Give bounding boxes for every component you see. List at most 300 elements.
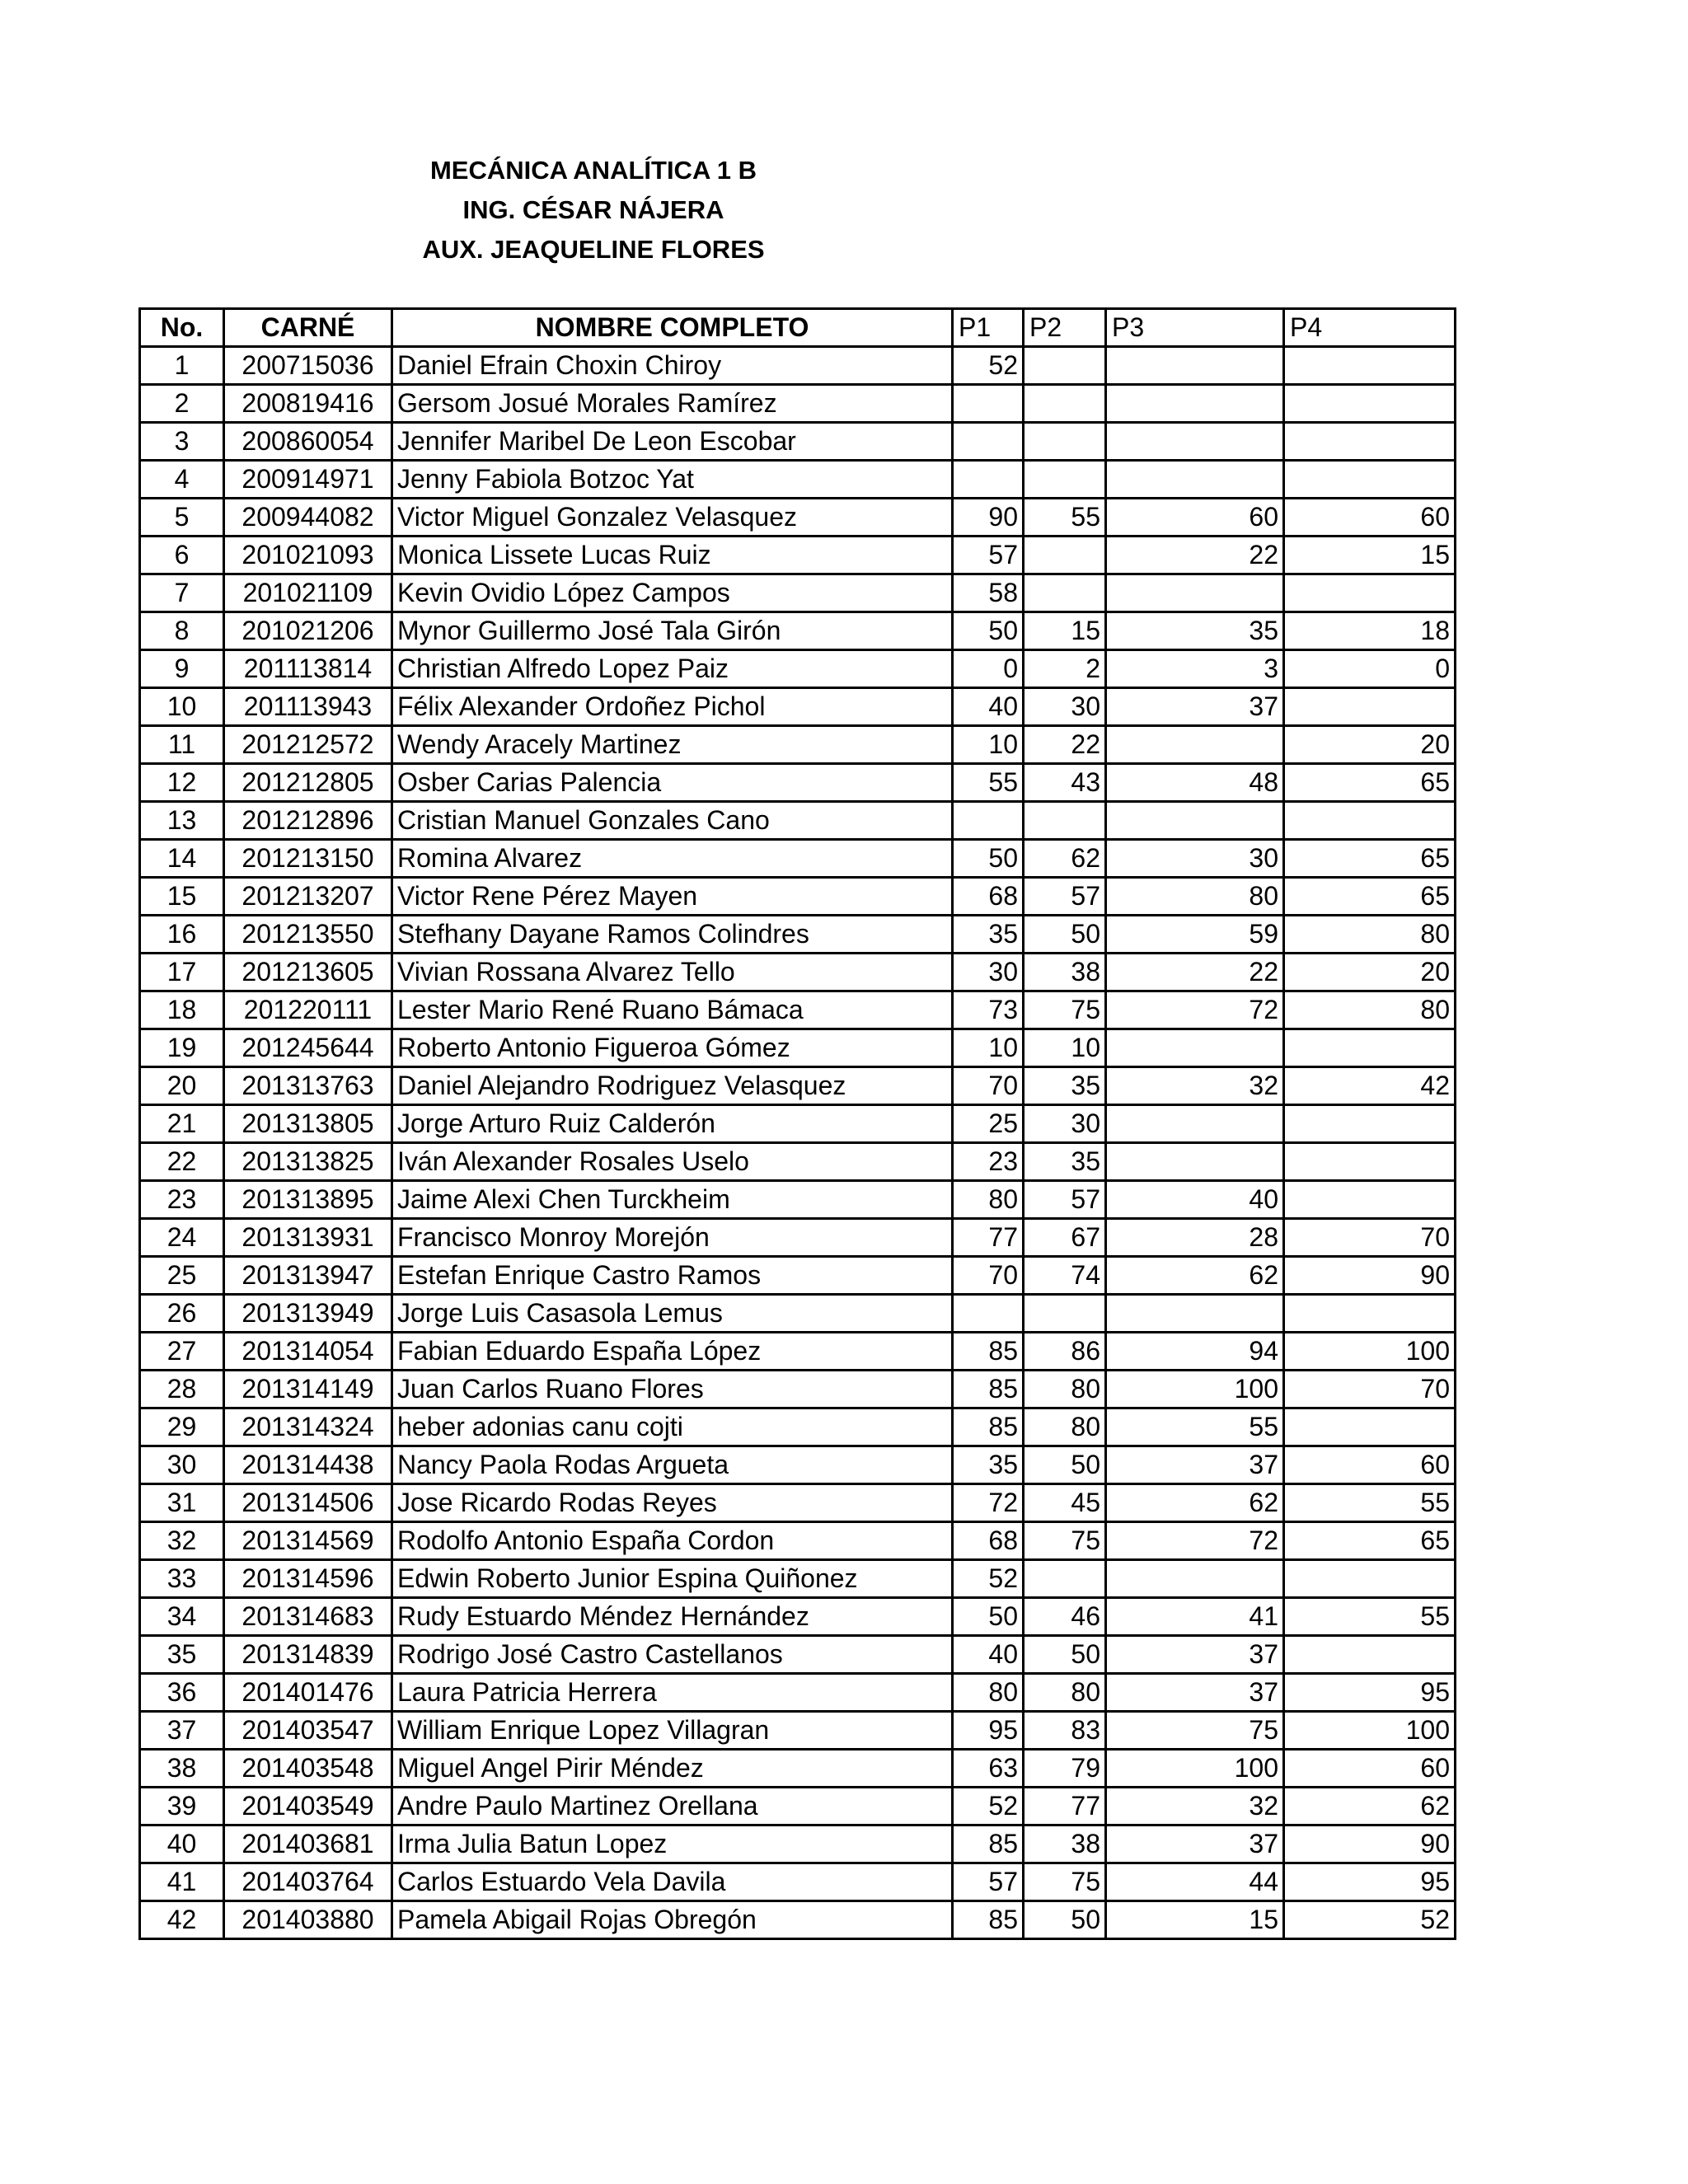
- course-title: MECÁNICA ANALÍTICA 1 B: [429, 156, 757, 185]
- student-name: Stefhany Dayane Ramos Colindres: [392, 916, 953, 954]
- carne-cell: 201313949: [224, 1295, 392, 1333]
- row-number: 27: [140, 1333, 224, 1371]
- table-row: [140, 1484, 1456, 1522]
- carne-cell: 201113943: [224, 688, 392, 726]
- p3-score: 59: [1106, 916, 1284, 954]
- row-number: 5: [140, 499, 224, 537]
- p2-score: 75: [1024, 1522, 1106, 1560]
- table-row: [140, 840, 1456, 878]
- table-row: [140, 991, 1456, 1029]
- student-name: Andre Paulo Martinez Orellana: [392, 1788, 953, 1825]
- p1-score: 85: [953, 1333, 1024, 1371]
- student-name: Daniel Alejandro Rodriguez Velasquez: [392, 1067, 953, 1105]
- row-number: 25: [140, 1257, 224, 1295]
- p1-score: 85: [953, 1371, 1024, 1408]
- p2-score: [1024, 423, 1106, 461]
- p1-score: [953, 423, 1024, 461]
- p2-score: 50: [1024, 916, 1106, 954]
- row-number: 4: [140, 461, 224, 499]
- p4-score: 20: [1284, 954, 1456, 991]
- table-row: [140, 461, 1456, 499]
- column-header-p4: P4: [1284, 309, 1456, 347]
- p1-score: 0: [953, 650, 1024, 688]
- p1-score: 40: [953, 1636, 1024, 1674]
- table-row: [140, 1560, 1456, 1598]
- p4-score: 55: [1284, 1484, 1456, 1522]
- carne-cell: 201403548: [224, 1750, 392, 1788]
- p1-score: 58: [953, 574, 1024, 612]
- p1-score: 70: [953, 1067, 1024, 1105]
- column-header-no: No.: [140, 309, 224, 347]
- p4-score: [1284, 423, 1456, 461]
- p2-score: 35: [1024, 1143, 1106, 1181]
- p3-score: 100: [1106, 1750, 1284, 1788]
- p4-score: 60: [1284, 1750, 1456, 1788]
- row-number: 40: [140, 1825, 224, 1863]
- carne-cell: 201113814: [224, 650, 392, 688]
- student-name: Jennifer Maribel De Leon Escobar: [392, 423, 953, 461]
- student-name: Rodolfo Antonio España Cordon: [392, 1522, 953, 1560]
- carne-cell: 201245644: [224, 1029, 392, 1067]
- table-row: [140, 1295, 1456, 1333]
- table-row: [140, 650, 1456, 688]
- p4-score: 65: [1284, 764, 1456, 802]
- p2-score: 83: [1024, 1712, 1106, 1750]
- table-row: [140, 499, 1456, 537]
- row-number: 6: [140, 537, 224, 574]
- carne-cell: 201314839: [224, 1636, 392, 1674]
- p3-score: 35: [1106, 612, 1284, 650]
- p2-score: 80: [1024, 1371, 1106, 1408]
- p4-score: 0: [1284, 650, 1456, 688]
- p1-score: 68: [953, 1522, 1024, 1560]
- student-name: Jorge Arturo Ruiz Calderón: [392, 1105, 953, 1143]
- student-name: Rudy Estuardo Méndez Hernández: [392, 1598, 953, 1636]
- row-number: 28: [140, 1371, 224, 1408]
- p1-score: 63: [953, 1750, 1024, 1788]
- row-number: 19: [140, 1029, 224, 1067]
- p1-score: 50: [953, 840, 1024, 878]
- p4-score: 65: [1284, 878, 1456, 916]
- row-number: 32: [140, 1522, 224, 1560]
- carne-cell: 200914971: [224, 461, 392, 499]
- p3-score: 37: [1106, 1674, 1284, 1712]
- p2-score: [1024, 802, 1106, 840]
- p2-score: 43: [1024, 764, 1106, 802]
- table-row: [140, 1825, 1456, 1863]
- p2-score: [1024, 1560, 1106, 1598]
- p3-score: 62: [1106, 1257, 1284, 1295]
- table-row: [140, 764, 1456, 802]
- p2-score: 80: [1024, 1408, 1106, 1446]
- p1-score: 57: [953, 537, 1024, 574]
- p2-score: 38: [1024, 1825, 1106, 1863]
- student-name: Carlos Estuardo Vela Davila: [392, 1863, 953, 1901]
- carne-cell: 201313805: [224, 1105, 392, 1143]
- table-row: [140, 1333, 1456, 1371]
- table-row: [140, 1029, 1456, 1067]
- p3-score: 48: [1106, 764, 1284, 802]
- p3-score: 30: [1106, 840, 1284, 878]
- p4-score: [1284, 461, 1456, 499]
- p2-score: 15: [1024, 612, 1106, 650]
- p1-score: 77: [953, 1219, 1024, 1257]
- student-name: Pamela Abigail Rojas Obregón: [392, 1901, 953, 1939]
- row-number: 38: [140, 1750, 224, 1788]
- carne-cell: 201314596: [224, 1560, 392, 1598]
- student-name: Rodrigo José Castro Castellanos: [392, 1636, 953, 1674]
- carne-cell: 201314149: [224, 1371, 392, 1408]
- student-name: Estefan Enrique Castro Ramos: [392, 1257, 953, 1295]
- student-name: Osber Carias Palencia: [392, 764, 953, 802]
- p1-score: [953, 461, 1024, 499]
- p1-score: 80: [953, 1674, 1024, 1712]
- p2-score: 79: [1024, 1750, 1106, 1788]
- p1-score: 10: [953, 1029, 1024, 1067]
- p3-score: 41: [1106, 1598, 1284, 1636]
- table-row: [140, 1522, 1456, 1560]
- p1-score: 72: [953, 1484, 1024, 1522]
- p3-score: [1106, 423, 1284, 461]
- grades-table-body: [140, 347, 1456, 1939]
- p4-score: [1284, 1295, 1456, 1333]
- p1-score: 57: [953, 1863, 1024, 1901]
- carne-cell: 201213605: [224, 954, 392, 991]
- student-name: William Enrique Lopez Villagran: [392, 1712, 953, 1750]
- carne-cell: 201403764: [224, 1863, 392, 1901]
- row-number: 37: [140, 1712, 224, 1750]
- p3-score: [1106, 385, 1284, 423]
- p4-score: 65: [1284, 840, 1456, 878]
- p1-score: 90: [953, 499, 1024, 537]
- row-number: 41: [140, 1863, 224, 1901]
- document-header: [420, 151, 767, 269]
- row-number: 7: [140, 574, 224, 612]
- p2-score: 62: [1024, 840, 1106, 878]
- student-name: Gersom Josué Morales Ramírez: [392, 385, 953, 423]
- student-name: Irma Julia Batun Lopez: [392, 1825, 953, 1863]
- table-row: [140, 726, 1456, 764]
- row-number: 15: [140, 878, 224, 916]
- p3-score: 44: [1106, 1863, 1284, 1901]
- student-name: Jorge Luis Casasola Lemus: [392, 1295, 953, 1333]
- p1-score: 35: [953, 1446, 1024, 1484]
- student-name: Roberto Antonio Figueroa Gómez: [392, 1029, 953, 1067]
- p1-score: 50: [953, 612, 1024, 650]
- table-row: [140, 688, 1456, 726]
- table-row: [140, 1105, 1456, 1143]
- p3-score: 94: [1106, 1333, 1284, 1371]
- carne-cell: 201212572: [224, 726, 392, 764]
- carne-cell: 201313895: [224, 1181, 392, 1219]
- student-name: Nancy Paola Rodas Argueta: [392, 1446, 953, 1484]
- p4-score: 65: [1284, 1522, 1456, 1560]
- row-number: 3: [140, 423, 224, 461]
- p1-score: 95: [953, 1712, 1024, 1750]
- student-name: Edwin Roberto Junior Espina Quiñonez: [392, 1560, 953, 1598]
- table-row: [140, 1181, 1456, 1219]
- row-number: 23: [140, 1181, 224, 1219]
- row-number: 39: [140, 1788, 224, 1825]
- p4-score: [1284, 1636, 1456, 1674]
- student-name: Cristian Manuel Gonzales Cano: [392, 802, 953, 840]
- table-row: [140, 1901, 1456, 1939]
- carne-cell: 201314054: [224, 1333, 392, 1371]
- table-row: [140, 537, 1456, 574]
- table-row: [140, 1219, 1456, 1257]
- p4-score: 95: [1284, 1674, 1456, 1712]
- carne-cell: 201220111: [224, 991, 392, 1029]
- carne-cell: 201313947: [224, 1257, 392, 1295]
- p1-score: 85: [953, 1901, 1024, 1939]
- p2-score: 46: [1024, 1598, 1106, 1636]
- p3-score: 32: [1106, 1788, 1284, 1825]
- p4-score: 42: [1284, 1067, 1456, 1105]
- p2-score: 45: [1024, 1484, 1106, 1522]
- p3-score: [1106, 347, 1284, 385]
- p4-score: [1284, 1105, 1456, 1143]
- table-row: [140, 1446, 1456, 1484]
- table-row: [140, 1598, 1456, 1636]
- p1-score: 52: [953, 1788, 1024, 1825]
- p3-score: 100: [1106, 1371, 1284, 1408]
- p2-score: [1024, 574, 1106, 612]
- student-name: Romina Alvarez: [392, 840, 953, 878]
- p1-score: 30: [953, 954, 1024, 991]
- p3-score: [1106, 461, 1284, 499]
- p3-score: [1106, 574, 1284, 612]
- p3-score: [1106, 726, 1284, 764]
- row-number: 42: [140, 1901, 224, 1939]
- p3-score: 37: [1106, 1636, 1284, 1674]
- p1-score: 85: [953, 1408, 1024, 1446]
- p1-score: 85: [953, 1825, 1024, 1863]
- p2-score: 10: [1024, 1029, 1106, 1067]
- student-name: Kevin Ovidio López Campos: [392, 574, 953, 612]
- carne-cell: 201314569: [224, 1522, 392, 1560]
- p4-score: 100: [1284, 1712, 1456, 1750]
- p4-score: [1284, 802, 1456, 840]
- student-name: Victor Miguel Gonzalez Velasquez: [392, 499, 953, 537]
- table-row: [140, 916, 1456, 954]
- p2-score: 50: [1024, 1446, 1106, 1484]
- p3-score: [1106, 1029, 1284, 1067]
- student-name: Jose Ricardo Rodas Reyes: [392, 1484, 953, 1522]
- p1-score: 25: [953, 1105, 1024, 1143]
- p2-score: 74: [1024, 1257, 1106, 1295]
- p2-score: 86: [1024, 1333, 1106, 1371]
- table-row: [140, 1067, 1456, 1105]
- column-header-p1: P1: [953, 309, 1024, 347]
- p1-score: 40: [953, 688, 1024, 726]
- p2-score: 30: [1024, 688, 1106, 726]
- table-row: [140, 1712, 1456, 1750]
- p2-score: 38: [1024, 954, 1106, 991]
- p2-score: 50: [1024, 1636, 1106, 1674]
- p2-score: 57: [1024, 878, 1106, 916]
- row-number: 1: [140, 347, 224, 385]
- student-name: Victor Rene Pérez Mayen: [392, 878, 953, 916]
- p3-score: 15: [1106, 1901, 1284, 1939]
- table-row: [140, 1863, 1456, 1901]
- column-header-carne: CARNÉ: [224, 309, 392, 347]
- carne-cell: 201314438: [224, 1446, 392, 1484]
- p3-score: [1106, 1560, 1284, 1598]
- p3-score: 72: [1106, 1522, 1284, 1560]
- student-name: Fabian Eduardo España López: [392, 1333, 953, 1371]
- p4-score: 70: [1284, 1219, 1456, 1257]
- table-row: [140, 1143, 1456, 1181]
- p4-score: 62: [1284, 1788, 1456, 1825]
- p4-score: 60: [1284, 1446, 1456, 1484]
- table-row: [140, 1408, 1456, 1446]
- student-name: Francisco Monroy Morejón: [392, 1219, 953, 1257]
- p4-score: 90: [1284, 1825, 1456, 1863]
- row-number: 26: [140, 1295, 224, 1333]
- p4-score: 20: [1284, 726, 1456, 764]
- student-name: Vivian Rossana Alvarez Tello: [392, 954, 953, 991]
- p1-score: 68: [953, 878, 1024, 916]
- p1-score: [953, 385, 1024, 423]
- p3-score: 60: [1106, 499, 1284, 537]
- table-row: [140, 347, 1456, 385]
- p2-score: 30: [1024, 1105, 1106, 1143]
- carne-cell: 201213150: [224, 840, 392, 878]
- student-name: Jaime Alexi Chen Turckheim: [392, 1181, 953, 1219]
- p3-score: 75: [1106, 1712, 1284, 1750]
- p2-score: 75: [1024, 1863, 1106, 1901]
- p2-score: [1024, 347, 1106, 385]
- p4-score: [1284, 347, 1456, 385]
- carne-cell: 200944082: [224, 499, 392, 537]
- assistant-name: AUX. JEAQUELINE FLORES: [422, 235, 765, 264]
- carne-cell: 201212805: [224, 764, 392, 802]
- row-number: 29: [140, 1408, 224, 1446]
- p3-score: [1106, 1105, 1284, 1143]
- table-row: [140, 574, 1456, 612]
- professor-name: ING. CÉSAR NÁJERA: [462, 195, 724, 224]
- p3-score: 37: [1106, 1446, 1284, 1484]
- table-row: [140, 612, 1456, 650]
- carne-cell: 201403547: [224, 1712, 392, 1750]
- p3-score: 37: [1106, 688, 1284, 726]
- grades-table: [138, 307, 1456, 1940]
- p1-score: 23: [953, 1143, 1024, 1181]
- row-number: 30: [140, 1446, 224, 1484]
- row-number: 36: [140, 1674, 224, 1712]
- row-number: 16: [140, 916, 224, 954]
- p4-score: 90: [1284, 1257, 1456, 1295]
- table-row: [140, 385, 1456, 423]
- p3-score: 3: [1106, 650, 1284, 688]
- student-name: Laura Patricia Herrera: [392, 1674, 953, 1712]
- carne-cell: 201313931: [224, 1219, 392, 1257]
- row-number: 11: [140, 726, 224, 764]
- row-number: 17: [140, 954, 224, 991]
- p2-score: [1024, 385, 1106, 423]
- p4-score: 80: [1284, 916, 1456, 954]
- carne-cell: 201403549: [224, 1788, 392, 1825]
- p2-score: 22: [1024, 726, 1106, 764]
- student-name: Juan Carlos Ruano Flores: [392, 1371, 953, 1408]
- p4-score: 52: [1284, 1901, 1456, 1939]
- p2-score: 57: [1024, 1181, 1106, 1219]
- student-name: Lester Mario René Ruano Bámaca: [392, 991, 953, 1029]
- p3-score: 32: [1106, 1067, 1284, 1105]
- p2-score: 77: [1024, 1788, 1106, 1825]
- carne-cell: 201314683: [224, 1598, 392, 1636]
- p4-score: [1284, 385, 1456, 423]
- p3-score: 40: [1106, 1181, 1284, 1219]
- row-number: 20: [140, 1067, 224, 1105]
- p4-score: 70: [1284, 1371, 1456, 1408]
- carne-cell: 201213550: [224, 916, 392, 954]
- p3-score: [1106, 1295, 1284, 1333]
- row-number: 12: [140, 764, 224, 802]
- student-name: heber adonias canu cojti: [392, 1408, 953, 1446]
- table-row: [140, 423, 1456, 461]
- p3-score: 55: [1106, 1408, 1284, 1446]
- column-header-p2: P2: [1024, 309, 1106, 347]
- p2-score: [1024, 461, 1106, 499]
- p4-score: [1284, 1143, 1456, 1181]
- carne-cell: 201313763: [224, 1067, 392, 1105]
- carne-cell: 201314324: [224, 1408, 392, 1446]
- row-number: 34: [140, 1598, 224, 1636]
- student-name: Iván Alexander Rosales Uselo: [392, 1143, 953, 1181]
- p2-score: [1024, 537, 1106, 574]
- p4-score: [1284, 688, 1456, 726]
- row-number: 35: [140, 1636, 224, 1674]
- carne-cell: 200715036: [224, 347, 392, 385]
- table-row: [140, 954, 1456, 991]
- p1-score: 70: [953, 1257, 1024, 1295]
- p1-score: 73: [953, 991, 1024, 1029]
- p1-score: [953, 1295, 1024, 1333]
- carne-cell: 201314506: [224, 1484, 392, 1522]
- p4-score: 80: [1284, 991, 1456, 1029]
- p1-score: 52: [953, 347, 1024, 385]
- carne-cell: 201401476: [224, 1674, 392, 1712]
- table-row: [140, 1788, 1456, 1825]
- student-name: Wendy Aracely Martinez: [392, 726, 953, 764]
- carne-cell: 200819416: [224, 385, 392, 423]
- row-number: 33: [140, 1560, 224, 1598]
- table-row: [140, 1636, 1456, 1674]
- p2-score: [1024, 1295, 1106, 1333]
- student-name: Jenny Fabiola Botzoc Yat: [392, 461, 953, 499]
- p2-score: 67: [1024, 1219, 1106, 1257]
- p3-score: 28: [1106, 1219, 1284, 1257]
- p1-score: 10: [953, 726, 1024, 764]
- carne-cell: 201212896: [224, 802, 392, 840]
- row-number: 24: [140, 1219, 224, 1257]
- table-header-row: [140, 309, 1456, 347]
- row-number: 8: [140, 612, 224, 650]
- carne-cell: 201021109: [224, 574, 392, 612]
- carne-cell: 201021093: [224, 537, 392, 574]
- p1-score: [953, 802, 1024, 840]
- student-name: Christian Alfredo Lopez Paiz: [392, 650, 953, 688]
- table-row: [140, 1257, 1456, 1295]
- row-number: 21: [140, 1105, 224, 1143]
- student-name: Daniel Efrain Choxin Chiroy: [392, 347, 953, 385]
- p1-score: 80: [953, 1181, 1024, 1219]
- row-number: 10: [140, 688, 224, 726]
- p3-score: 37: [1106, 1825, 1284, 1863]
- p2-score: 50: [1024, 1901, 1106, 1939]
- column-header-name: NOMBRE COMPLETO: [392, 309, 953, 347]
